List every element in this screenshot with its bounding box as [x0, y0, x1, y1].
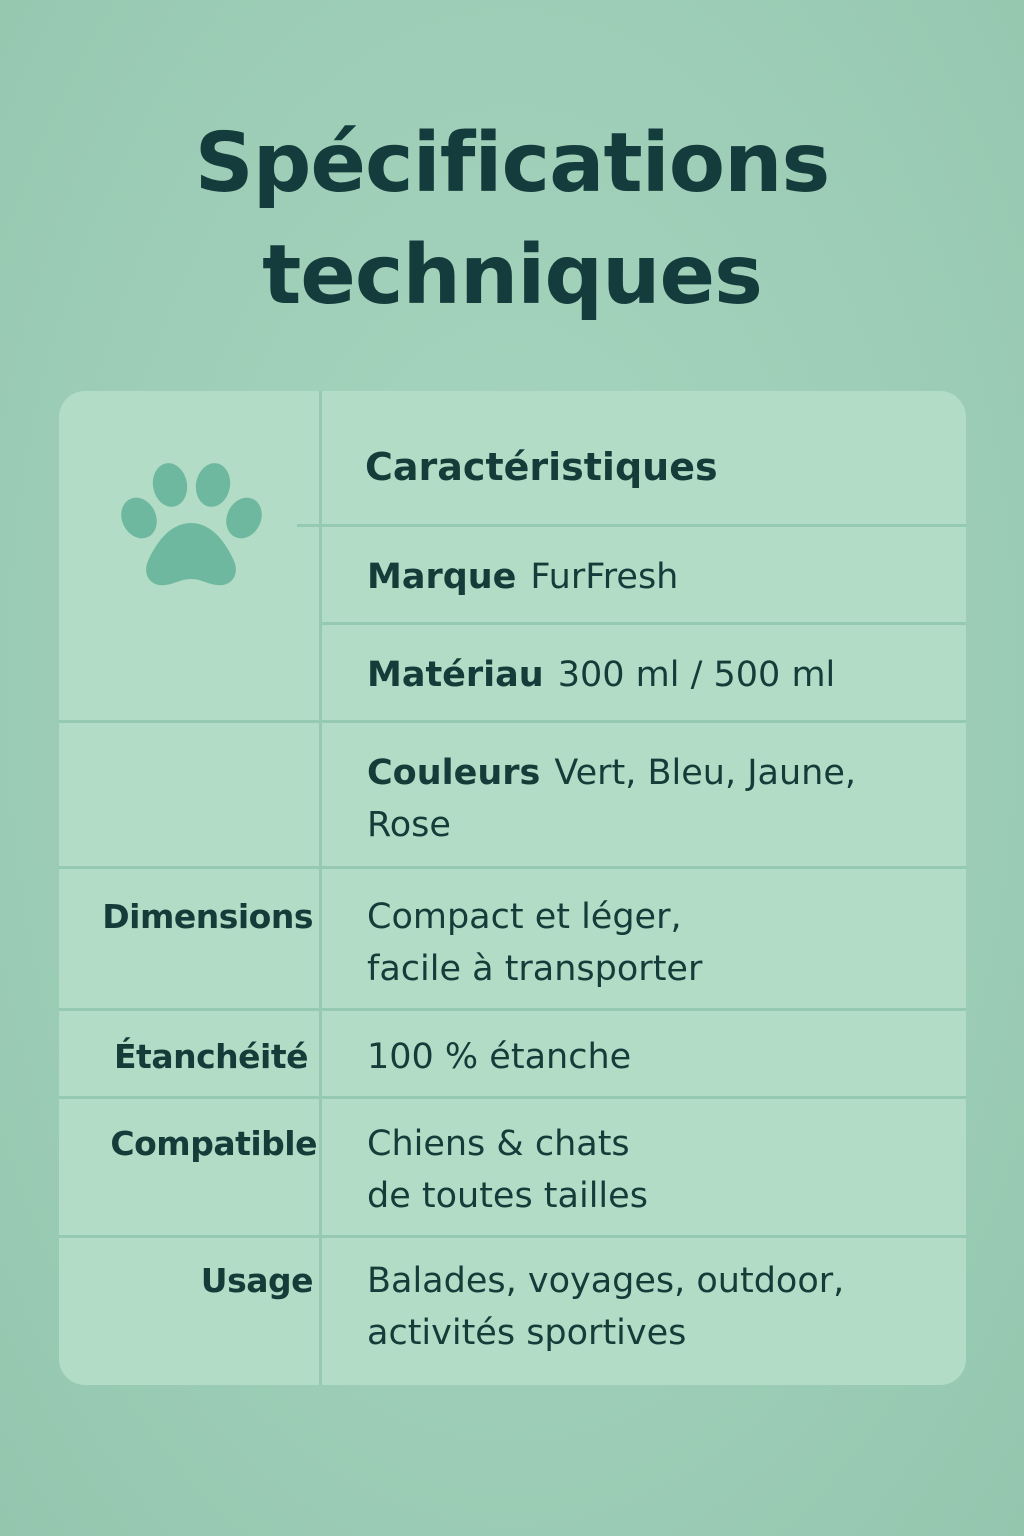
row-key: Marque: [367, 557, 517, 597]
row-value: 100 % étanche: [367, 1037, 632, 1077]
row-value-continued: facile à transporter: [367, 949, 703, 989]
table-row: [367, 747, 856, 799]
table-row: [367, 551, 678, 603]
row-value: Chiens & chats: [367, 1124, 630, 1164]
page-title-line2: techniques: [262, 228, 762, 323]
row-value-continued: Rose: [367, 805, 451, 845]
row-key: Couleurs: [367, 753, 541, 793]
row-divider: [59, 1235, 966, 1238]
page-title: [0, 108, 1024, 332]
row-divider: [322, 622, 966, 625]
table-header: Caractéristiques: [365, 445, 718, 489]
row-value: Vert, Bleu, Jaune,: [554, 753, 857, 793]
row-divider: [59, 1008, 966, 1011]
row-divider: [59, 866, 966, 869]
row-value: Compact et léger,: [367, 897, 682, 937]
row-label: Compatible: [110, 1124, 317, 1163]
row-divider: [59, 720, 966, 723]
row-value-continued: activités sportives: [367, 1313, 687, 1353]
row-key: Matériau: [367, 655, 544, 695]
row-label: Usage: [200, 1261, 313, 1300]
row-value-continued: de toutes tailles: [367, 1176, 648, 1216]
row-value: FurFresh: [530, 557, 679, 597]
row-value: Balades, voyages, outdoor,: [367, 1261, 845, 1301]
page-title-line1: Spécifications: [194, 116, 830, 211]
row-label: Étanchéité: [114, 1037, 308, 1076]
row-divider: [59, 1096, 966, 1099]
paw-icon: [119, 461, 264, 591]
table-row: [367, 649, 835, 701]
row-value: 300 ml / 500 ml: [557, 655, 836, 695]
row-label: Dimensions: [102, 897, 313, 936]
spec-table: [59, 391, 966, 1385]
row-divider: [297, 524, 966, 527]
